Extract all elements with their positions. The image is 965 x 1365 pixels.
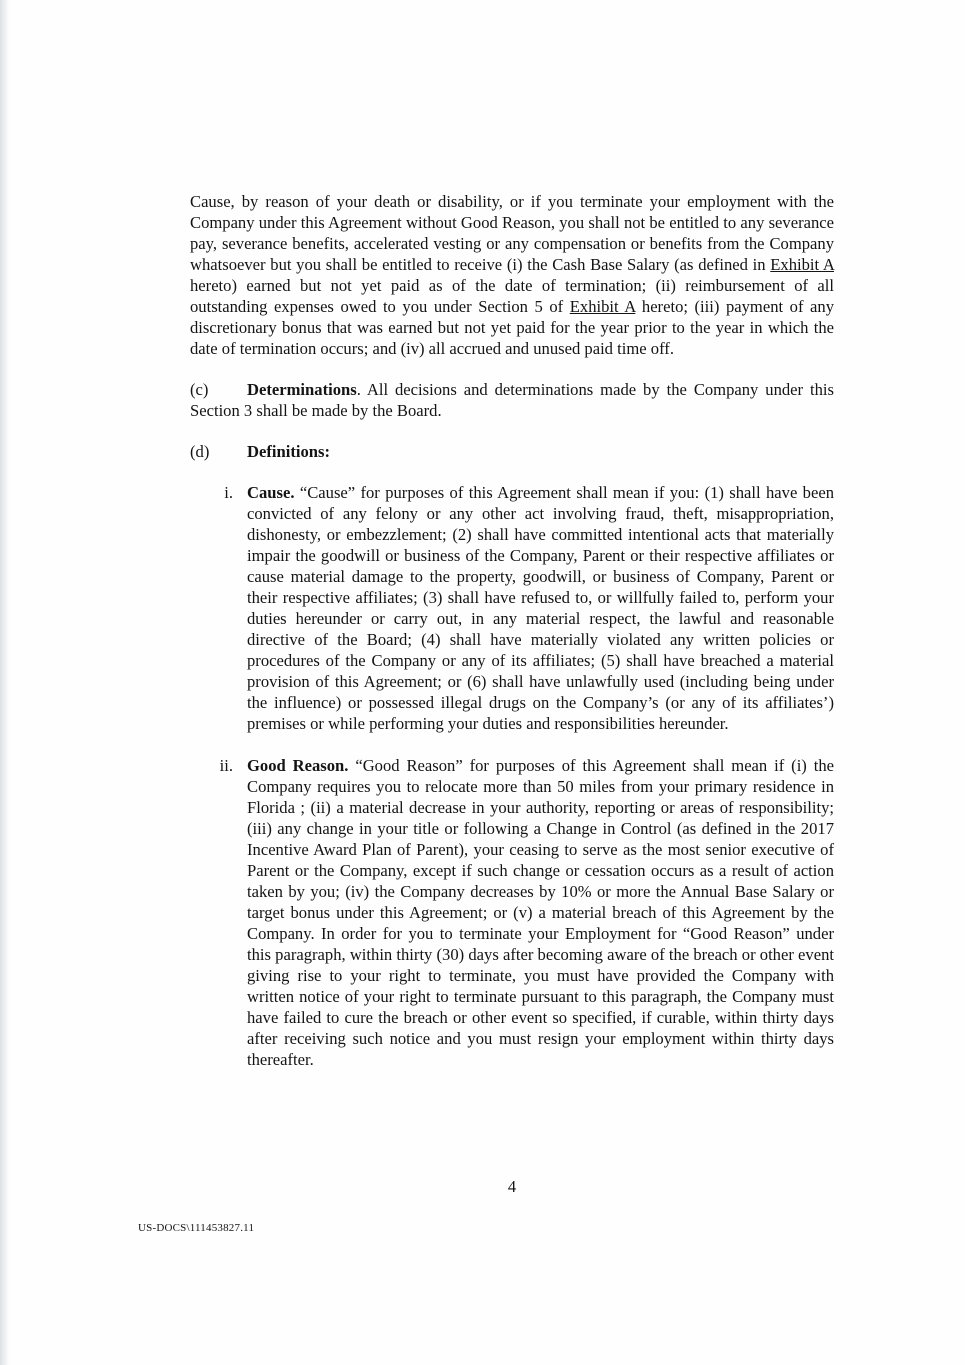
definition-term: Cause. bbox=[247, 483, 295, 502]
intro-paragraph bbox=[190, 191, 834, 359]
definition-body: “Good Reason” for purposes of this Agreement shall mean if (i) the Company requires you to relocate more than 50 miles from your primary residence in Florida ; (ii) a material decrease in your authority, reporting or areas of responsibility; (iii) any change in your title or following a Change in Control (as defined in the 2017 Incentive Award Plan of Parent), your ceasing to serve as the most senior executive of Parent or the Company, except if such change or cessation occurs as a result of action taken by you; (iv) the Company decreases by 10% or more the Annual Base Salary or target bonus under this Agreement; or (v) a material breach of this Agreement by the Company. In order for you to terminate your Employment for “Good Reason” under this paragraph, within thirty (30) days after becoming aware of the breach or other event giving rise to your right to terminate, you must have provided the Company with written notice of your right to terminate pursuant to this paragraph, the Company must have failed to cure the breach or other event so specified, if curable, within thirty days after receiving such notice and you must resign your employment within thirty days thereafter. bbox=[247, 756, 834, 1069]
document-body bbox=[190, 191, 834, 1091]
definition-item-cause bbox=[190, 482, 834, 734]
section-d-definitions bbox=[190, 441, 834, 462]
exhibit-a-reference: Exhibit A bbox=[770, 255, 834, 274]
page-number: 4 bbox=[507, 1177, 517, 1196]
definition-term: Good Reason. bbox=[247, 756, 349, 775]
definition-marker: i. bbox=[224, 483, 233, 502]
definition-marker: ii. bbox=[219, 756, 233, 775]
intro-text-3: hereto; (iii) payment of any discretionary bonus that was earned but not yet paid for the year prior to the year in which the date of termination occurs; and (iv) all accrued and unused paid time off. bbox=[190, 297, 834, 358]
definition-text bbox=[247, 482, 834, 734]
intro-text-2: hereto) earned but not yet paid as of the date of termination; (ii) reimbursement of all outstanding expenses owed to you under Section 5 of bbox=[190, 276, 834, 316]
section-c-heading: Determinations bbox=[247, 380, 357, 399]
definition-item-good-reason bbox=[190, 755, 834, 1070]
definition-body: “Cause” for purposes of this Agreement shall mean if you: (1) shall have been convicted of any felony or any other act involving fraud, theft, misappropriation, dishonesty, or embezzlement; (2) shall have committed intentional acts that materially impair the goodwill or business of the Company, Parent or their respective affiliates or cause material damage to the property, goodwill, or business of Company, Parent or their respective affiliates; (3) shall have refused to, or willfully failed to, perform your duties hereunder or carry out, in any material respect, the lawful and reasonable directive of the Board; (4) shall have materially violated any written policies or procedures of the Company or any of its affiliates; (5) shall have breached a material provision of this Agreement; or (6) shall have unlawfully used (including being under the influence) or possessed illegal drugs on the Company’s (or any of its affiliates’) premises or while performing your duties and responsibilities hereunder. bbox=[247, 483, 834, 733]
exhibit-a-reference: Exhibit A bbox=[569, 297, 636, 316]
intro-text-1: Cause, by reason of your death or disability, or if you terminate your employment with the Company under this Agreement without Good Reason, you shall not be entitled to any severance pay, severance benefits, accelerated vesting or any compensation or benefits from the Company whatsoever but you shall be entitled to receive (i) the Cash Base Salary (as defined in bbox=[190, 192, 834, 274]
section-d-label: (d) bbox=[190, 442, 210, 461]
definition-text bbox=[247, 755, 834, 1070]
section-d-heading: Definitions: bbox=[247, 442, 330, 461]
section-c-body: . All decisions and determinations made by the Company under this Section 3 shall be made by the Board. bbox=[190, 380, 834, 420]
section-c-determinations bbox=[190, 379, 834, 421]
scan-edge-artifact bbox=[0, 0, 9, 1365]
section-c-label: (c) bbox=[190, 380, 209, 399]
document-control-number: US-DOCS\111453827.11 bbox=[138, 1222, 255, 1234]
